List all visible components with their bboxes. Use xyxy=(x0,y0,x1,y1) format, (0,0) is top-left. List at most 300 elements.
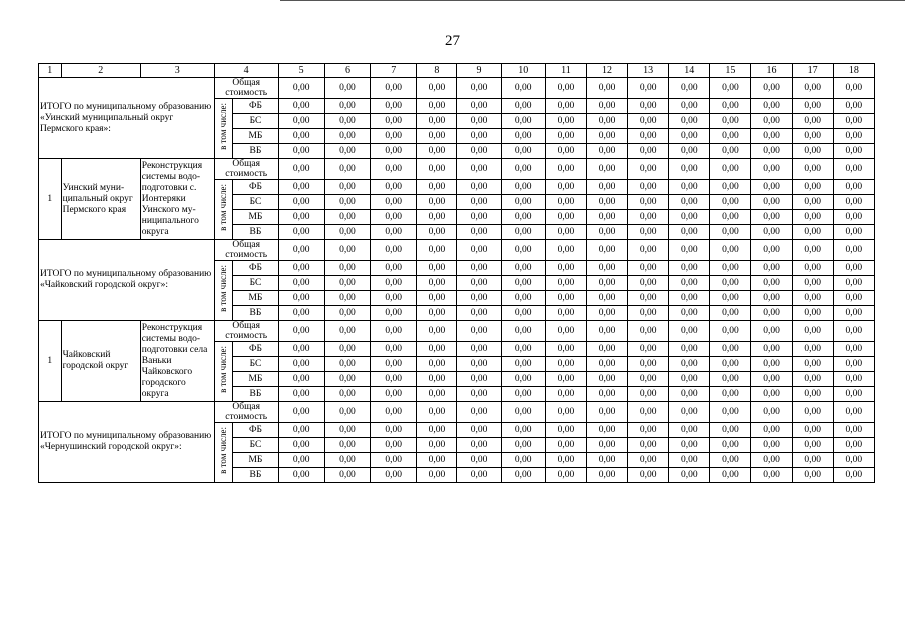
value-cell: 0,00 xyxy=(371,342,417,357)
value-cell: 0,00 xyxy=(792,468,833,483)
value-cell: 0,00 xyxy=(792,423,833,438)
value-cell: 0,00 xyxy=(545,159,586,180)
value-cell: 0,00 xyxy=(324,438,370,453)
value-cell: 0,00 xyxy=(586,453,627,468)
header-cell: 17 xyxy=(792,64,833,78)
value-cell: 0,00 xyxy=(669,180,710,195)
fund-source-label: ВБ xyxy=(233,225,278,240)
row-number: 1 xyxy=(39,159,62,240)
value-cell: 0,00 xyxy=(501,114,545,129)
value-cell: 0,00 xyxy=(545,114,586,129)
value-cell: 0,00 xyxy=(324,387,370,402)
value-cell: 0,00 xyxy=(628,210,669,225)
value-cell: 0,00 xyxy=(457,453,501,468)
value-cell: 0,00 xyxy=(371,357,417,372)
value-cell: 0,00 xyxy=(751,357,792,372)
value-cell: 0,00 xyxy=(792,372,833,387)
value-cell: 0,00 xyxy=(501,306,545,321)
value-cell: 0,00 xyxy=(669,321,710,342)
value-cell: 0,00 xyxy=(833,144,874,159)
fund-source-label: БС xyxy=(233,276,278,291)
value-cell: 0,00 xyxy=(278,438,324,453)
value-cell: 0,00 xyxy=(457,180,501,195)
header-cell: 2 xyxy=(61,64,140,78)
value-cell: 0,00 xyxy=(501,180,545,195)
fund-source-label: ФБ xyxy=(233,423,278,438)
value-cell: 0,00 xyxy=(417,342,457,357)
value-cell: 0,00 xyxy=(833,423,874,438)
value-cell: 0,00 xyxy=(278,357,324,372)
value-cell: 0,00 xyxy=(501,129,545,144)
value-cell: 0,00 xyxy=(586,210,627,225)
value-cell: 0,00 xyxy=(833,357,874,372)
value-cell: 0,00 xyxy=(710,423,751,438)
value-cell: 0,00 xyxy=(417,306,457,321)
table-row xyxy=(39,159,875,180)
value-cell: 0,00 xyxy=(545,210,586,225)
value-cell: 0,00 xyxy=(586,372,627,387)
value-cell: 0,00 xyxy=(628,372,669,387)
value-cell: 0,00 xyxy=(710,114,751,129)
table-row xyxy=(39,402,875,423)
value-cell: 0,00 xyxy=(751,372,792,387)
value-cell: 0,00 xyxy=(545,453,586,468)
value-cell: 0,00 xyxy=(751,114,792,129)
value-cell: 0,00 xyxy=(586,402,627,423)
header-cell: 5 xyxy=(278,64,324,78)
value-cell: 0,00 xyxy=(324,357,370,372)
value-cell: 0,00 xyxy=(628,225,669,240)
value-cell: 0,00 xyxy=(324,180,370,195)
value-cell: 0,00 xyxy=(417,129,457,144)
value-cell: 0,00 xyxy=(792,144,833,159)
value-cell: 0,00 xyxy=(586,438,627,453)
value-cell: 0,00 xyxy=(751,438,792,453)
total-cost-label: Общая стоимость xyxy=(214,240,278,261)
value-cell: 0,00 xyxy=(324,306,370,321)
value-cell: 0,00 xyxy=(371,453,417,468)
value-cell: 0,00 xyxy=(586,342,627,357)
fund-source-label: МБ xyxy=(233,453,278,468)
value-cell: 0,00 xyxy=(710,276,751,291)
including-label: в том числе: xyxy=(218,427,229,474)
value-cell: 0,00 xyxy=(586,357,627,372)
value-cell: 0,00 xyxy=(324,144,370,159)
value-cell: 0,00 xyxy=(669,210,710,225)
fund-source-label: ВБ xyxy=(233,144,278,159)
value-cell: 0,00 xyxy=(457,306,501,321)
value-cell: 0,00 xyxy=(586,144,627,159)
value-cell: 0,00 xyxy=(710,210,751,225)
value-cell: 0,00 xyxy=(457,225,501,240)
value-cell: 0,00 xyxy=(669,129,710,144)
value-cell: 0,00 xyxy=(278,453,324,468)
value-cell: 0,00 xyxy=(669,468,710,483)
total-cost-label: Общая стоимость xyxy=(214,78,278,99)
value-cell: 0,00 xyxy=(278,78,324,99)
value-cell: 0,00 xyxy=(417,180,457,195)
value-cell: 0,00 xyxy=(586,129,627,144)
header-cell: 3 xyxy=(140,64,214,78)
value-cell: 0,00 xyxy=(792,402,833,423)
header-cell: 1 xyxy=(39,64,62,78)
value-cell: 0,00 xyxy=(457,240,501,261)
table-row xyxy=(39,240,875,261)
value-cell: 0,00 xyxy=(628,114,669,129)
fund-source-label: МБ xyxy=(233,129,278,144)
value-cell: 0,00 xyxy=(501,342,545,357)
value-cell: 0,00 xyxy=(628,240,669,261)
value-cell: 0,00 xyxy=(324,276,370,291)
value-cell: 0,00 xyxy=(417,159,457,180)
value-cell: 0,00 xyxy=(324,261,370,276)
value-cell: 0,00 xyxy=(501,240,545,261)
value-cell: 0,00 xyxy=(586,321,627,342)
value-cell: 0,00 xyxy=(586,387,627,402)
value-cell: 0,00 xyxy=(669,159,710,180)
value-cell: 0,00 xyxy=(278,180,324,195)
value-cell: 0,00 xyxy=(371,225,417,240)
value-cell: 0,00 xyxy=(545,372,586,387)
value-cell: 0,00 xyxy=(545,195,586,210)
value-cell: 0,00 xyxy=(751,342,792,357)
value-cell: 0,00 xyxy=(417,144,457,159)
value-cell: 0,00 xyxy=(751,468,792,483)
including-label: в том числе: xyxy=(218,265,229,312)
value-cell: 0,00 xyxy=(545,240,586,261)
value-cell: 0,00 xyxy=(833,129,874,144)
value-cell: 0,00 xyxy=(833,468,874,483)
value-cell: 0,00 xyxy=(545,342,586,357)
value-cell: 0,00 xyxy=(545,180,586,195)
value-cell: 0,00 xyxy=(710,180,751,195)
value-cell: 0,00 xyxy=(792,261,833,276)
header-cell: 10 xyxy=(501,64,545,78)
value-cell: 0,00 xyxy=(457,387,501,402)
value-cell: 0,00 xyxy=(833,225,874,240)
value-cell: 0,00 xyxy=(833,453,874,468)
value-cell: 0,00 xyxy=(417,225,457,240)
value-cell: 0,00 xyxy=(371,99,417,114)
including-label: в том числе: xyxy=(218,184,229,231)
value-cell: 0,00 xyxy=(710,291,751,306)
value-cell: 0,00 xyxy=(501,357,545,372)
value-cell: 0,00 xyxy=(628,423,669,438)
value-cell: 0,00 xyxy=(792,78,833,99)
value-cell: 0,00 xyxy=(710,78,751,99)
value-cell: 0,00 xyxy=(417,321,457,342)
including-cell xyxy=(214,180,233,240)
value-cell: 0,00 xyxy=(833,210,874,225)
value-cell: 0,00 xyxy=(628,342,669,357)
value-cell: 0,00 xyxy=(669,114,710,129)
value-cell: 0,00 xyxy=(833,240,874,261)
value-cell: 0,00 xyxy=(628,180,669,195)
value-cell: 0,00 xyxy=(457,99,501,114)
value-cell: 0,00 xyxy=(710,387,751,402)
value-cell: 0,00 xyxy=(669,99,710,114)
value-cell: 0,00 xyxy=(501,99,545,114)
value-cell: 0,00 xyxy=(371,306,417,321)
value-cell: 0,00 xyxy=(792,321,833,342)
value-cell: 0,00 xyxy=(710,342,751,357)
value-cell: 0,00 xyxy=(833,438,874,453)
value-cell: 0,00 xyxy=(278,306,324,321)
value-cell: 0,00 xyxy=(371,240,417,261)
value-cell: 0,00 xyxy=(371,210,417,225)
including-label: в том числе: xyxy=(218,103,229,150)
budget-table xyxy=(38,63,875,483)
value-cell: 0,00 xyxy=(324,210,370,225)
value-cell: 0,00 xyxy=(710,372,751,387)
value-cell: 0,00 xyxy=(628,306,669,321)
value-cell: 0,00 xyxy=(457,261,501,276)
value-cell: 0,00 xyxy=(371,423,417,438)
value-cell: 0,00 xyxy=(833,291,874,306)
value-cell: 0,00 xyxy=(457,357,501,372)
value-cell: 0,00 xyxy=(371,195,417,210)
value-cell: 0,00 xyxy=(710,129,751,144)
value-cell: 0,00 xyxy=(545,225,586,240)
total-cost-label: Общая стоимость xyxy=(214,402,278,423)
value-cell: 0,00 xyxy=(278,159,324,180)
value-cell: 0,00 xyxy=(545,291,586,306)
value-cell: 0,00 xyxy=(751,159,792,180)
value-cell: 0,00 xyxy=(545,387,586,402)
total-cost-label: Общая стоимость xyxy=(214,159,278,180)
value-cell: 0,00 xyxy=(371,78,417,99)
value-cell: 0,00 xyxy=(669,240,710,261)
value-cell: 0,00 xyxy=(669,387,710,402)
value-cell: 0,00 xyxy=(371,291,417,306)
value-cell: 0,00 xyxy=(457,342,501,357)
value-cell: 0,00 xyxy=(628,357,669,372)
value-cell: 0,00 xyxy=(710,99,751,114)
fund-source-label: ВБ xyxy=(233,468,278,483)
value-cell: 0,00 xyxy=(833,402,874,423)
value-cell: 0,00 xyxy=(628,99,669,114)
value-cell: 0,00 xyxy=(324,321,370,342)
fund-source-label: БС xyxy=(233,438,278,453)
value-cell: 0,00 xyxy=(586,306,627,321)
value-cell: 0,00 xyxy=(501,402,545,423)
value-cell: 0,00 xyxy=(371,129,417,144)
value-cell: 0,00 xyxy=(669,402,710,423)
value-cell: 0,00 xyxy=(324,78,370,99)
value-cell: 0,00 xyxy=(710,438,751,453)
value-cell: 0,00 xyxy=(669,144,710,159)
value-cell: 0,00 xyxy=(792,453,833,468)
fund-source-label: БС xyxy=(233,195,278,210)
value-cell: 0,00 xyxy=(833,306,874,321)
value-cell: 0,00 xyxy=(457,276,501,291)
value-cell: 0,00 xyxy=(457,114,501,129)
value-cell: 0,00 xyxy=(792,114,833,129)
value-cell: 0,00 xyxy=(628,159,669,180)
value-cell: 0,00 xyxy=(751,180,792,195)
top-rule xyxy=(280,0,905,1)
header-cell: 7 xyxy=(371,64,417,78)
value-cell: 0,00 xyxy=(278,276,324,291)
value-cell: 0,00 xyxy=(792,342,833,357)
fund-source-label: МБ xyxy=(233,210,278,225)
municipality-name: Чайковский городской округ xyxy=(61,321,140,402)
fund-source-label: ФБ xyxy=(233,261,278,276)
value-cell: 0,00 xyxy=(501,276,545,291)
value-cell: 0,00 xyxy=(792,129,833,144)
value-cell: 0,00 xyxy=(457,195,501,210)
value-cell: 0,00 xyxy=(545,423,586,438)
value-cell: 0,00 xyxy=(278,144,324,159)
value-cell: 0,00 xyxy=(501,78,545,99)
value-cell: 0,00 xyxy=(833,321,874,342)
value-cell: 0,00 xyxy=(669,291,710,306)
value-cell: 0,00 xyxy=(278,291,324,306)
value-cell: 0,00 xyxy=(545,144,586,159)
value-cell: 0,00 xyxy=(833,372,874,387)
value-cell: 0,00 xyxy=(278,210,324,225)
value-cell: 0,00 xyxy=(324,114,370,129)
value-cell: 0,00 xyxy=(417,291,457,306)
value-cell: 0,00 xyxy=(586,423,627,438)
value-cell: 0,00 xyxy=(710,159,751,180)
value-cell: 0,00 xyxy=(278,402,324,423)
municipality-name: Уинский муни-ципальный округ Пермского края xyxy=(61,159,140,240)
value-cell: 0,00 xyxy=(669,225,710,240)
value-cell: 0,00 xyxy=(833,276,874,291)
value-cell: 0,00 xyxy=(628,144,669,159)
value-cell: 0,00 xyxy=(833,342,874,357)
value-cell: 0,00 xyxy=(751,240,792,261)
value-cell: 0,00 xyxy=(371,114,417,129)
value-cell: 0,00 xyxy=(371,321,417,342)
value-cell: 0,00 xyxy=(501,159,545,180)
value-cell: 0,00 xyxy=(417,99,457,114)
value-cell: 0,00 xyxy=(628,402,669,423)
header-cell: 11 xyxy=(545,64,586,78)
header-cell: 15 xyxy=(710,64,751,78)
value-cell: 0,00 xyxy=(417,372,457,387)
value-cell: 0,00 xyxy=(710,306,751,321)
value-cell: 0,00 xyxy=(833,261,874,276)
fund-source-label: МБ xyxy=(233,372,278,387)
value-cell: 0,00 xyxy=(586,180,627,195)
value-cell: 0,00 xyxy=(371,402,417,423)
value-cell: 0,00 xyxy=(457,321,501,342)
value-cell: 0,00 xyxy=(586,291,627,306)
value-cell: 0,00 xyxy=(278,114,324,129)
header-row xyxy=(39,64,875,78)
value-cell: 0,00 xyxy=(417,78,457,99)
value-cell: 0,00 xyxy=(710,261,751,276)
value-cell: 0,00 xyxy=(669,276,710,291)
value-cell: 0,00 xyxy=(628,438,669,453)
value-cell: 0,00 xyxy=(710,468,751,483)
value-cell: 0,00 xyxy=(545,438,586,453)
value-cell: 0,00 xyxy=(669,78,710,99)
value-cell: 0,00 xyxy=(501,387,545,402)
header-cell: 8 xyxy=(417,64,457,78)
value-cell: 0,00 xyxy=(371,372,417,387)
value-cell: 0,00 xyxy=(457,402,501,423)
value-cell: 0,00 xyxy=(751,453,792,468)
including-cell xyxy=(214,342,233,402)
value-cell: 0,00 xyxy=(278,261,324,276)
including-cell xyxy=(214,99,233,159)
value-cell: 0,00 xyxy=(751,306,792,321)
value-cell: 0,00 xyxy=(710,453,751,468)
value-cell: 0,00 xyxy=(628,453,669,468)
value-cell: 0,00 xyxy=(324,402,370,423)
value-cell: 0,00 xyxy=(586,276,627,291)
value-cell: 0,00 xyxy=(792,180,833,195)
value-cell: 0,00 xyxy=(457,438,501,453)
header-cell: 14 xyxy=(669,64,710,78)
page-number: 27 xyxy=(445,33,460,49)
value-cell: 0,00 xyxy=(417,195,457,210)
value-cell: 0,00 xyxy=(792,240,833,261)
value-cell: 0,00 xyxy=(751,291,792,306)
value-cell: 0,00 xyxy=(457,144,501,159)
value-cell: 0,00 xyxy=(792,99,833,114)
value-cell: 0,00 xyxy=(545,261,586,276)
value-cell: 0,00 xyxy=(751,195,792,210)
table-row xyxy=(39,321,875,342)
value-cell: 0,00 xyxy=(628,78,669,99)
itogo-label: ИТОГО по муниципальному образованию «Уинский муниципальный округ Пермского края»: xyxy=(39,78,215,159)
value-cell: 0,00 xyxy=(792,276,833,291)
value-cell: 0,00 xyxy=(278,321,324,342)
value-cell: 0,00 xyxy=(324,291,370,306)
value-cell: 0,00 xyxy=(628,468,669,483)
total-cost-label: Общая стоимость xyxy=(214,321,278,342)
value-cell: 0,00 xyxy=(457,468,501,483)
value-cell: 0,00 xyxy=(545,357,586,372)
value-cell: 0,00 xyxy=(324,225,370,240)
value-cell: 0,00 xyxy=(751,402,792,423)
value-cell: 0,00 xyxy=(417,402,457,423)
value-cell: 0,00 xyxy=(586,99,627,114)
value-cell: 0,00 xyxy=(457,210,501,225)
value-cell: 0,00 xyxy=(669,453,710,468)
value-cell: 0,00 xyxy=(586,240,627,261)
object-name: Реконструкция системы водо-подготовки с. Ионтеряки Уинского му-ниципального округа xyxy=(140,159,214,240)
value-cell: 0,00 xyxy=(833,159,874,180)
value-cell: 0,00 xyxy=(545,468,586,483)
value-cell: 0,00 xyxy=(545,321,586,342)
itogo-label: ИТОГО по муниципальному образованию «Чернушинский городской округ»: xyxy=(39,402,215,483)
value-cell: 0,00 xyxy=(792,195,833,210)
value-cell: 0,00 xyxy=(324,240,370,261)
value-cell: 0,00 xyxy=(417,210,457,225)
value-cell: 0,00 xyxy=(669,438,710,453)
value-cell: 0,00 xyxy=(501,195,545,210)
value-cell: 0,00 xyxy=(628,276,669,291)
value-cell: 0,00 xyxy=(501,225,545,240)
including-cell xyxy=(214,423,233,483)
value-cell: 0,00 xyxy=(417,387,457,402)
value-cell: 0,00 xyxy=(792,210,833,225)
value-cell: 0,00 xyxy=(501,210,545,225)
value-cell: 0,00 xyxy=(457,129,501,144)
value-cell: 0,00 xyxy=(278,195,324,210)
value-cell: 0,00 xyxy=(628,129,669,144)
value-cell: 0,00 xyxy=(457,159,501,180)
value-cell: 0,00 xyxy=(417,261,457,276)
value-cell: 0,00 xyxy=(324,195,370,210)
value-cell: 0,00 xyxy=(586,261,627,276)
value-cell: 0,00 xyxy=(669,372,710,387)
